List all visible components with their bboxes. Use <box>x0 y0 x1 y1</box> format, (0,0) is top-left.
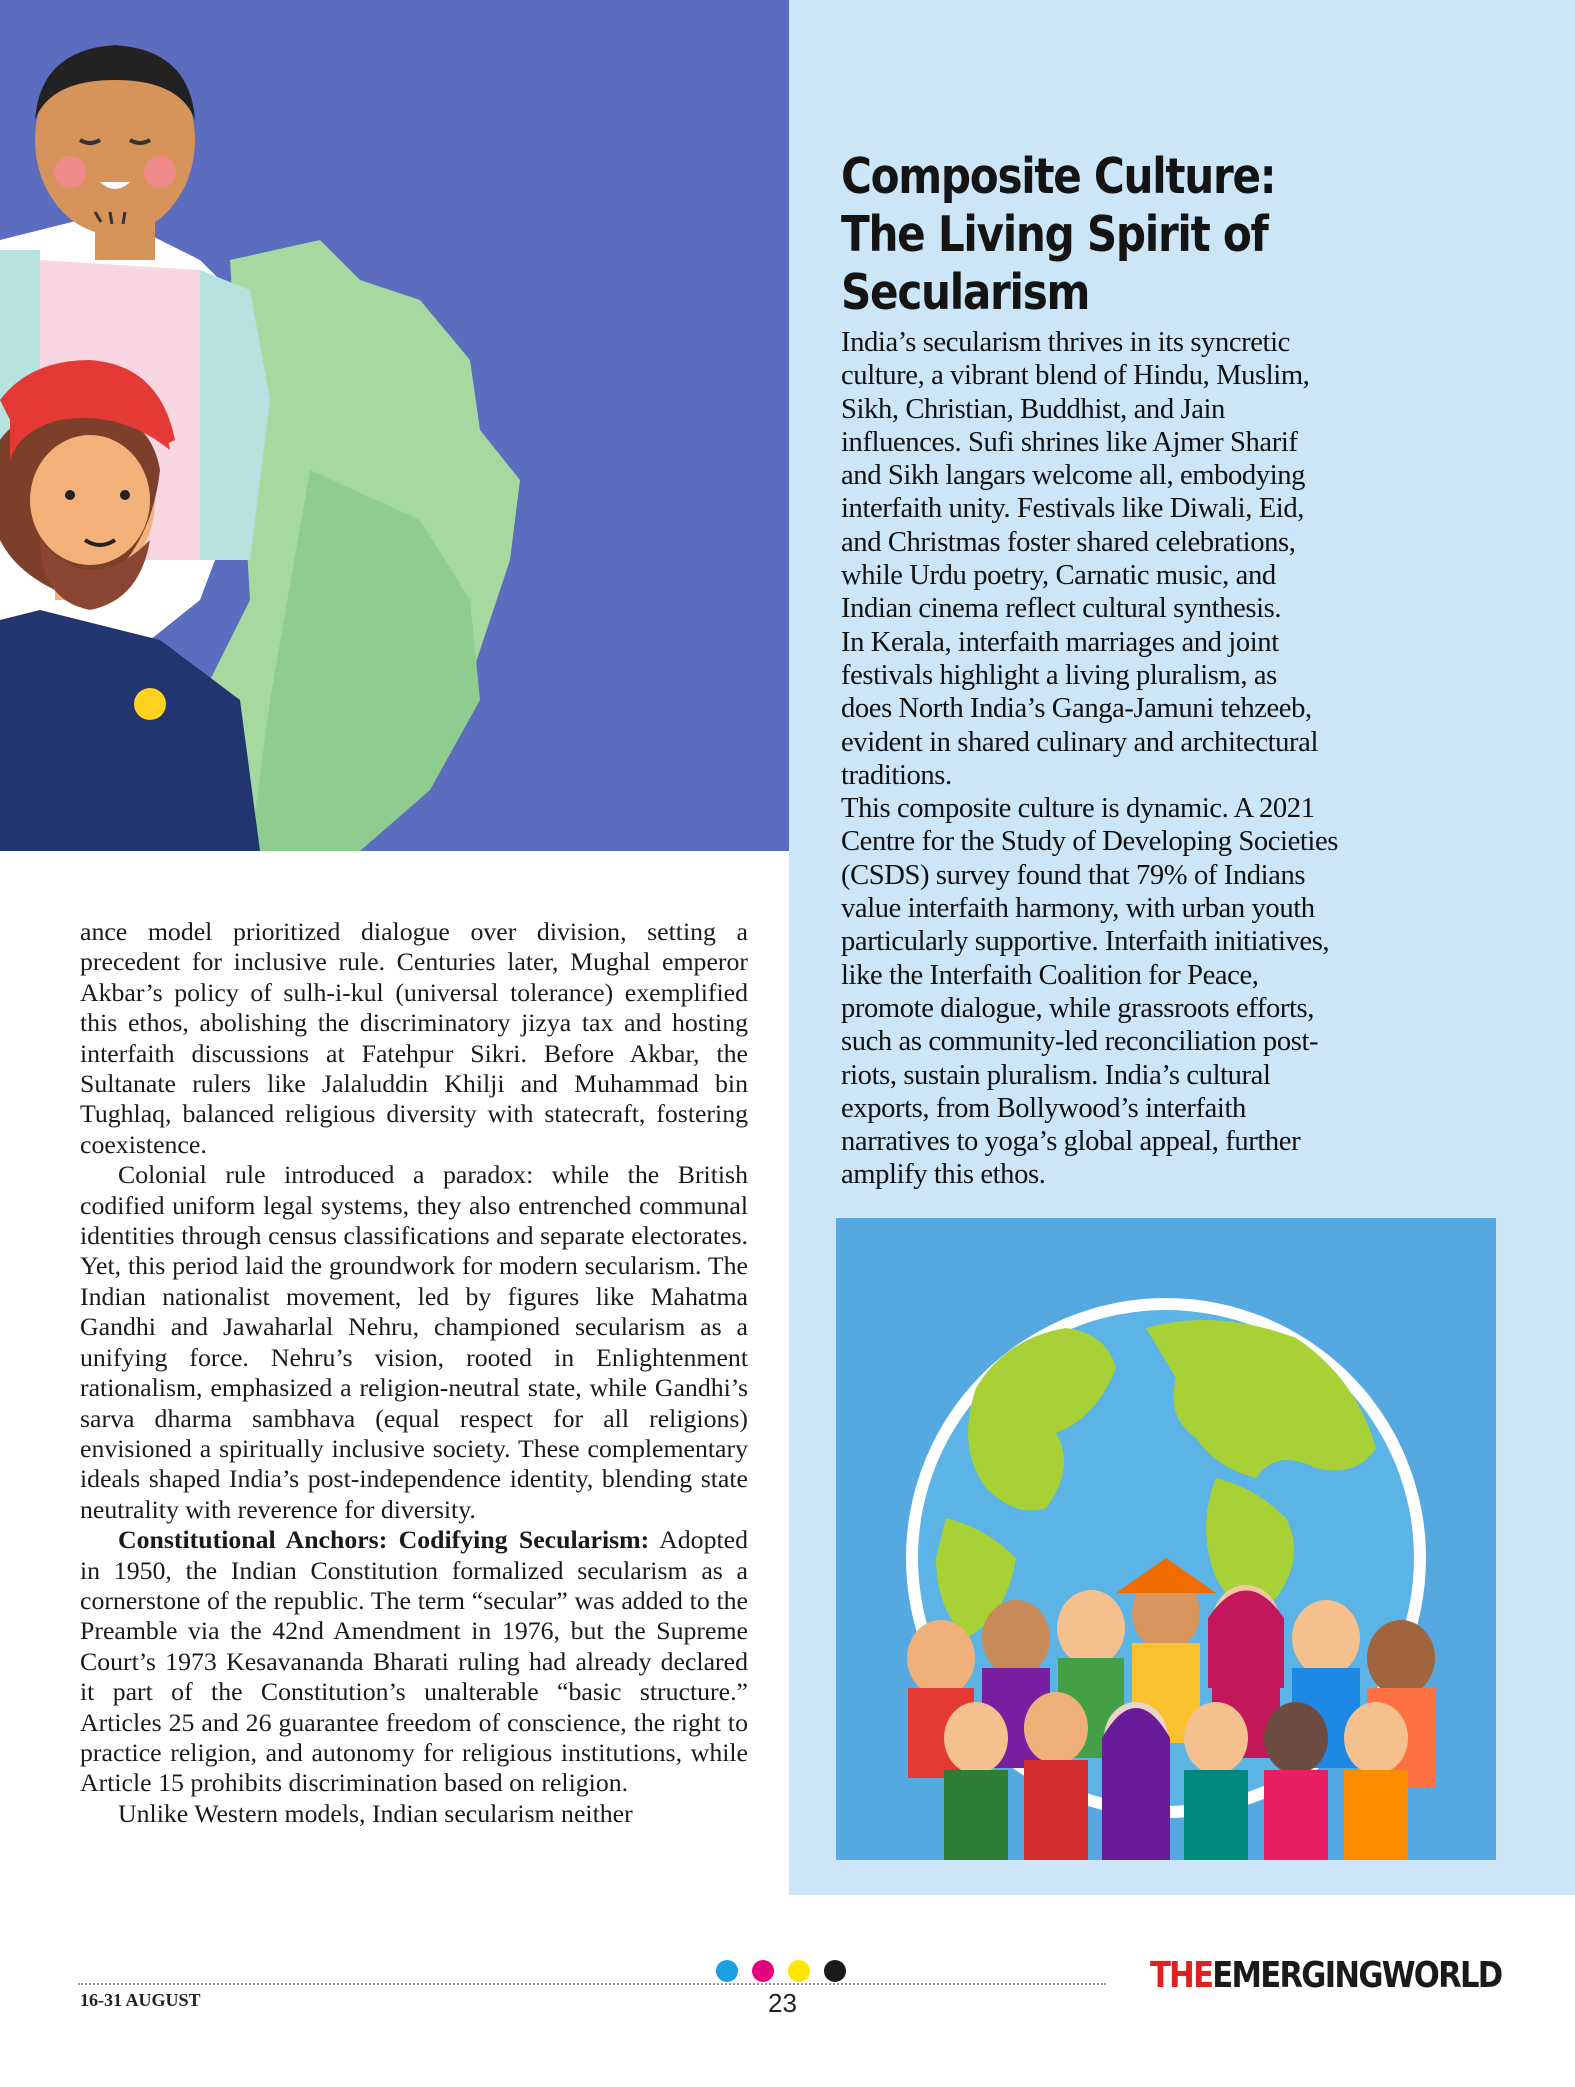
sidebar-title-line: Secularism <box>841 264 1090 321</box>
registration-dot-yellow <box>788 1960 810 1982</box>
article-paragraph: ance model prioritized dialogue over division, setting a precedent for inclusive rule. Centuries later, Mughal emperor Akbar’s policy of sulh-i-kul (universal tolerance) exemplified this ethos, abolishing the discriminatory jizya tax and hosting interfaith discussions at Fatehpur Sikri. Before Akbar, the Sultanate rulers like Jalaluddin Khilji and Muhammad bin Tughlaq, balanced religious diversity with statecraft, fostering coexistence. <box>80 917 748 1159</box>
sidebar-line: Indian cinema reflect cultural synthesis. <box>841 593 1282 625</box>
sidebar-line: This composite culture is dynamic. A 2021 <box>841 793 1315 825</box>
sidebar-line: while Urdu poetry, Carnatic music, and <box>841 560 1276 592</box>
section-heading: Constitutional Anchors: Codifying Secularism: <box>118 1525 650 1555</box>
article-paragraph <box>80 1525 748 1799</box>
article-paragraph: Colonial rule introduced a paradox: while the British codified uniform legal systems, they also entrenched communal identities through census classifications and separate electorates. Yet, this period laid the groundwork for modern secularism. The Indian nationalist movement, led by figures like Mahatma Gandhi and Jawaharlal Nehru, championed secularism as a unifying force. Nehru’s vision, rooted in Enlightenment rationalism, emphasized a religion-neutral state, while Gandhi’s sarva dharma sambhava (equal respect for all religions) envisioned a spiritually inclusive society. These complementary ideals shaped India’s post-independence identity, blending state neutrality with reverence for diversity. <box>80 1160 748 1524</box>
article-paragraph-text: Adopted in 1950, the Indian Constitution formalized secularism as a cornerstone of the republic. The term “secular” was added to the Preamble via the 42nd Amendment in 1976, but the Supreme Court’s 1973 Kesavananda Bharati ruling had already declared it part of the Constitution’s unalterable “basic structure.” Articles 25 and 26 guarantee freedom of conscience, the right to practice religion, and autonomy for religious institutions, while Article 15 prohibits discrimination based on religion. <box>80 1525 748 1798</box>
sidebar-line: (CSDS) survey found that 79% of Indians <box>841 859 1306 891</box>
footer-rule <box>78 1983 1106 1985</box>
sidebar-line: amplify this ethos. <box>841 1159 1046 1191</box>
sidebar-line: value interfaith harmony, with urban youth <box>841 893 1315 925</box>
registration-dots <box>716 1960 846 1982</box>
registration-dot-cyan <box>716 1960 738 1982</box>
sidebar-line: such as community-led reconciliation post- <box>841 1026 1319 1058</box>
sidebar-line: interfaith unity. Festivals like Diwali, Eid, <box>841 493 1304 525</box>
registration-dot-magenta <box>752 1960 774 1982</box>
sidebar-line: traditions. <box>841 759 952 791</box>
sidebar-line: riots, sustain pluralism. India’s cultural <box>841 1059 1271 1091</box>
sidebar-line: In Kerala, interfaith marriages and joint <box>841 626 1279 658</box>
issue-date: 16-31 AUGUST <box>80 1990 201 2010</box>
magazine-brand <box>1150 1955 1501 1996</box>
sidebar-line: like the Interfaith Coalition for Peace, <box>841 959 1259 991</box>
sidebar-line: exports, from Bollywood’s interfaith <box>841 1092 1246 1124</box>
page-number: 23 <box>768 1988 797 2018</box>
sidebar-line: Sikh, Christian, Buddhist, and Jain <box>841 393 1225 425</box>
sidebar-line: and Sikh langars welcome all, embodying <box>841 460 1306 492</box>
sidebar-line: does North India’s Ganga-Jamuni tehzeeb, <box>841 693 1312 725</box>
sidebar-line: India’s secularism thrives in its syncretic <box>841 327 1290 358</box>
article-body <box>80 917 748 1829</box>
sidebar-line: culture, a vibrant blend of Hindu, Muslim, <box>841 360 1310 392</box>
article-paragraph: Unlike Western models, Indian secularism neither <box>118 1798 633 1828</box>
sidebar-line: evident in shared culinary and architectural <box>841 726 1319 758</box>
people-illustration <box>0 0 796 851</box>
globe-people-illustration <box>836 1218 1496 1860</box>
registration-dot-black <box>824 1960 846 1982</box>
sidebar-line: particularly supportive. Interfaith initiatives, <box>841 926 1330 958</box>
sidebar-line: and Christmas foster shared celebrations, <box>841 526 1296 558</box>
brand-the: THE <box>1150 1955 1213 1996</box>
sidebar-title-line: The Living Spirit of <box>841 206 1268 263</box>
sidebar-line: influences. Sufi shrines like Ajmer Sharif <box>841 426 1298 458</box>
sidebar-line: Centre for the Study of Developing Societies <box>841 826 1338 858</box>
sidebar-title-line: Composite Culture: <box>841 148 1276 205</box>
sidebar-title <box>841 148 1409 322</box>
sidebar-line: promote dialogue, while grassroots efforts, <box>841 992 1315 1024</box>
sidebar-line: narratives to yoga’s global appeal, further <box>841 1126 1301 1158</box>
brand-name: EMERGINGWORLD <box>1212 1955 1502 1996</box>
sidebar-body <box>841 326 1441 1192</box>
sidebar-line: festivals highlight a living pluralism, as <box>841 659 1277 691</box>
